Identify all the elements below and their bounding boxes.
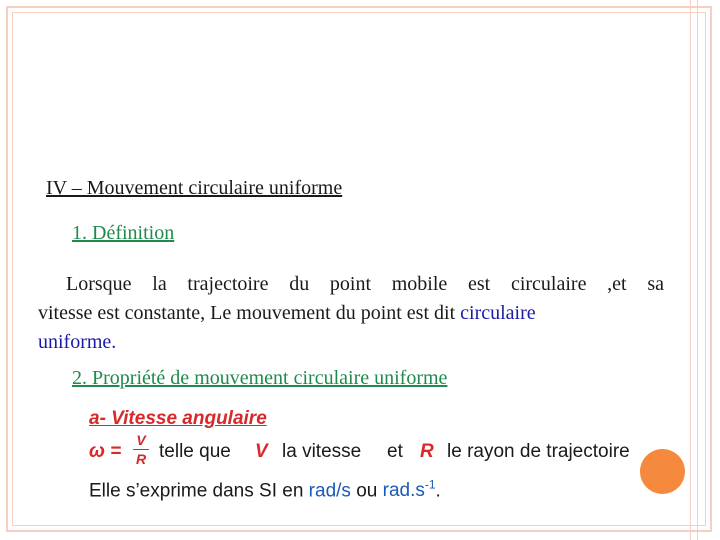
definition-highlight-circulaire: circulaire bbox=[460, 302, 536, 324]
le-rayon-text: le rayon de trajectoire bbox=[447, 441, 630, 462]
telle-que-text: telle que bbox=[159, 441, 231, 462]
unit-rad-s-inverse bbox=[383, 480, 436, 501]
definition-title: 1. Définition bbox=[72, 222, 175, 244]
unit-rad-s-base: rad.s bbox=[382, 480, 425, 502]
unit-expression-prefix: Elle s’exprime dans SI en bbox=[89, 480, 304, 502]
v-symbol: V bbox=[255, 441, 268, 462]
fraction-v-over-r bbox=[133, 432, 149, 467]
omega-symbol: ω = bbox=[89, 441, 122, 462]
decor-rule bbox=[690, 0, 691, 540]
decor-rule bbox=[697, 0, 698, 540]
et-text: et bbox=[387, 441, 403, 462]
definition-highlight-uniforme: uniforme. bbox=[38, 331, 117, 353]
fraction-bar bbox=[133, 449, 149, 450]
angular-speed-title: a- Vitesse angulaire bbox=[89, 408, 267, 429]
fraction-numerator: V bbox=[136, 432, 146, 448]
section-heading: IV – Mouvement circulaire uniforme bbox=[46, 177, 343, 199]
property-title: 2. Propriété de mouvement circulaire uniforme bbox=[72, 367, 448, 389]
unit-expression-suffix: . bbox=[435, 480, 441, 502]
unit-exponent: -1 bbox=[424, 478, 436, 492]
la-vitesse-text: la vitesse bbox=[282, 441, 362, 462]
unit-expression bbox=[89, 478, 441, 502]
definition-paragraph bbox=[38, 270, 664, 357]
fraction-denominator: R bbox=[135, 451, 147, 467]
orange-circle-decoration bbox=[640, 449, 685, 494]
definition-line-1: Lorsque la trajectoire du point mobile est circulaire ,et sa bbox=[66, 273, 664, 295]
r-symbol: R bbox=[420, 441, 434, 462]
unit-rad-per-s: rad/s bbox=[308, 480, 351, 502]
unit-ou-text: ou bbox=[356, 480, 378, 502]
definition-line-2: vitesse est constante, Le mouvement du point est dit bbox=[38, 302, 456, 324]
